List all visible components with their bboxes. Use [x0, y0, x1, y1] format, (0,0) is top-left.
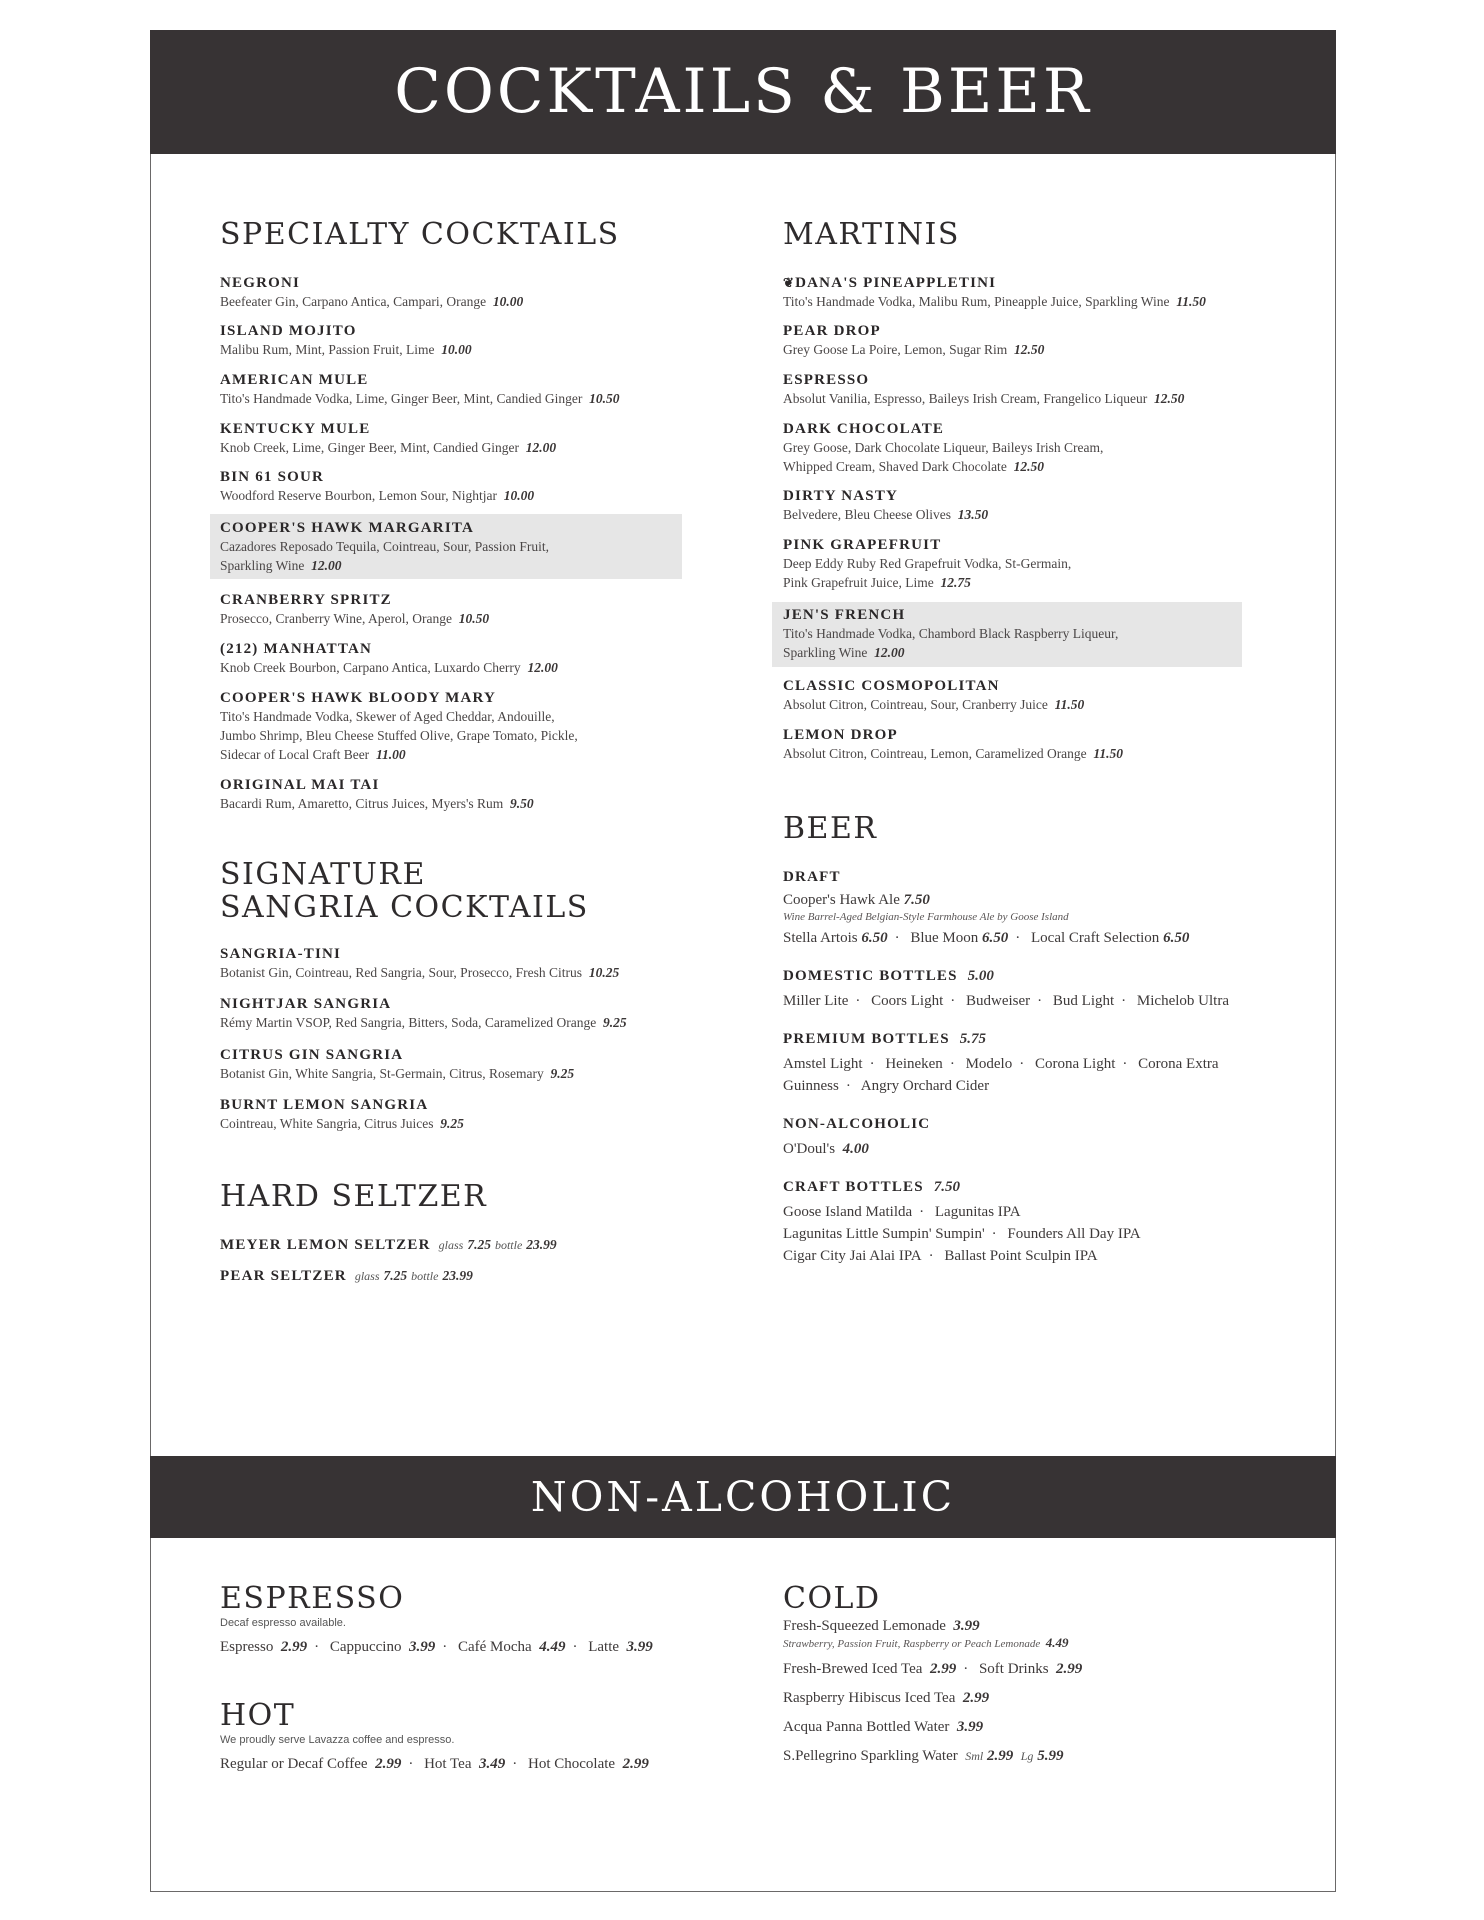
- item-desc: Belvedere, Bleu Cheese Olives 13.50: [783, 507, 989, 522]
- premium-items-2: Guinness · Angry Orchard Cider: [783, 1078, 990, 1094]
- bottle-price: 23.99: [442, 1268, 473, 1283]
- espresso-section: [220, 1582, 690, 1658]
- item-name: NIGHTJAR SANGRIA: [220, 996, 392, 1012]
- item-name: CITRUS GIN SANGRIA: [220, 1047, 404, 1063]
- item-name: (212) MANHATTAN: [220, 641, 373, 657]
- item-price: 5.75: [959, 1031, 986, 1047]
- menu-item: [783, 371, 1253, 420]
- craft-label: CRAFT BOTTLES 7.50: [783, 1179, 960, 1195]
- craft-items-2: Lagunitas Little Sumpin' Sumpin' · Founders All Day IPA: [783, 1226, 1141, 1242]
- item-price: 12.50: [1013, 459, 1044, 474]
- cold-section: [783, 1582, 1253, 1767]
- section-title-espresso: ESPRESSO: [220, 1581, 405, 1616]
- hot-items: Regular or Decaf Coffee 2.99 · Hot Tea 3.49 · Hot Chocolate 2.99: [220, 1756, 649, 1772]
- menu-item: [783, 420, 1253, 487]
- item-price: 7.50: [903, 892, 930, 908]
- item-name: NEGRONI: [220, 275, 301, 291]
- item-price: 10.25: [588, 965, 620, 980]
- item-desc: Knob Creek Bourbon, Carpano Antica, Luxardo Cherry 12.00: [220, 660, 558, 675]
- menu-item: [783, 726, 1253, 763]
- item-price: 11.50: [1054, 697, 1085, 712]
- draft-label: DRAFT: [783, 869, 841, 885]
- item-price: 12.00: [527, 660, 558, 675]
- item-price: 10.00: [503, 488, 535, 503]
- item-name: ISLAND MOJITO: [220, 323, 357, 339]
- sangria-list: [220, 945, 690, 1133]
- bottle-label: bottle: [494, 1238, 523, 1252]
- item-name: JEN'S FRENCH: [783, 607, 906, 623]
- specialty-list: [220, 274, 690, 813]
- menu-item: [220, 519, 690, 591]
- item-price: 10.00: [492, 294, 524, 309]
- item-desc: Tito's Handmade Vodka, Skewer of Aged Cheddar, Andouille,: [220, 709, 555, 724]
- item-desc: Whipped Cream, Shaved Dark Chocolate 12.50: [783, 459, 1044, 474]
- item-price: 12.00: [311, 558, 342, 573]
- item-name: COOPER'S HAWK BLOODY MARY: [220, 690, 497, 706]
- section-title-martinis: MARTINIS: [783, 217, 960, 252]
- section-title-hot: HOT: [220, 1698, 296, 1733]
- item-price: 9.25: [602, 1015, 627, 1030]
- beer-section: [783, 812, 1253, 846]
- item-desc: Knob Creek, Lime, Ginger Beer, Mint, Candied Ginger 12.00: [220, 440, 557, 455]
- espresso-items: Espresso 2.99 · Cappuccino 3.99 · Café Mocha 4.49 · Latte 3.99: [220, 1639, 653, 1655]
- item-price: 4.00: [842, 1141, 869, 1157]
- item-name: CRANBERRY SPRITZ: [220, 592, 392, 608]
- item-desc: Rémy Martin VSOP, Red Sangria, Bitters, Soda, Caramelized Orange 9.25: [220, 1015, 627, 1030]
- glass-label: glass: [354, 1269, 380, 1283]
- item-desc: Bacardi Rum, Amaretto, Citrus Juices, Myers's Rum 9.50: [220, 796, 534, 811]
- menu-item: [220, 945, 690, 995]
- item-desc: Prosecco, Cranberry Wine, Aperol, Orange 10.50: [220, 611, 490, 626]
- section-title-sangria-1: SIGNATURE: [220, 857, 426, 892]
- premium-label: PREMIUM BOTTLES 5.75: [783, 1031, 986, 1047]
- item-name: DARK CHOCOLATE: [783, 421, 945, 437]
- martinis-list: [783, 274, 1253, 763]
- sangria-section: [220, 858, 690, 924]
- item-price: 7.50: [933, 1179, 960, 1195]
- item-desc: Absolut Vanilia, Espresso, Baileys Irish Cream, Frangelico Liqueur 12.50: [783, 391, 1185, 406]
- item-price: 5.00: [967, 968, 994, 984]
- item-desc: Jumbo Shrimp, Bleu Cheese Stuffed Olive, Grape Tomato, Pickle,: [220, 728, 578, 743]
- item-desc: Sparkling Wine 12.00: [783, 645, 905, 660]
- craft-items-3: Cigar City Jai Alai IPA · Ballast Point Sculpin IPA: [783, 1248, 1098, 1264]
- hot-note: We proudly serve Lavazza coffee and espresso.: [220, 1734, 455, 1746]
- item-desc: Cazadores Reposado Tequila, Cointreau, Sour, Passion Fruit,: [220, 539, 549, 554]
- item-desc: Malibu Rum, Mint, Passion Fruit, Lime 10.00: [220, 342, 472, 357]
- item-price: 12.50: [1013, 342, 1045, 357]
- item-price: 10.50: [458, 611, 490, 626]
- item-name: LEMON DROP: [783, 727, 898, 743]
- item-name: BIN 61 SOUR: [220, 469, 325, 485]
- item-desc: Botanist Gin, White Sangria, St-Germain, Citrus, Rosemary 9.25: [220, 1066, 575, 1081]
- item-name: ESPRESSO: [783, 372, 870, 388]
- menu-item: [783, 487, 1253, 536]
- menu-item: [220, 322, 690, 371]
- beer-list: [783, 868, 1253, 1267]
- premium-items: Amstel Light · Heineken · Modelo · Corona Light · Corona Extra: [783, 1056, 1219, 1072]
- glass-label: glass: [438, 1238, 464, 1252]
- nonalcoholic-banner: [150, 1456, 1336, 1538]
- specialty-section: [220, 218, 690, 252]
- item-desc: Deep Eddy Ruby Red Grapefruit Vodka, St-Germain,: [783, 556, 1072, 571]
- item-desc: Woodford Reserve Bourbon, Lemon Sour, Nightjar 10.00: [220, 488, 535, 503]
- menu-item: [220, 1267, 690, 1285]
- item-price: 12.75: [940, 575, 971, 590]
- item-desc: Grey Goose La Poire, Lemon, Sugar Rim 12.50: [783, 342, 1045, 357]
- item-desc: Absolut Citron, Cointreau, Sour, Cranberry Juice 11.50: [783, 697, 1085, 712]
- section-title-seltzer: HARD SELTZER: [220, 1179, 488, 1214]
- menu-item: [783, 606, 1253, 677]
- section-title-specialty: SPECIALTY COCKTAILS: [220, 217, 620, 252]
- draft-others: Stella Artois 6.50 · Blue Moon 6.50 · Local Craft Selection 6.50: [783, 930, 1190, 946]
- menu-item: [220, 1096, 690, 1133]
- menu-item: [220, 274, 690, 322]
- draft-ale-note: Wine Barrel-Aged Belgian-Style Farmhouse Ale by Goose Island: [783, 911, 1069, 923]
- item-price: 9.25: [440, 1116, 464, 1131]
- menu-item: [220, 591, 690, 640]
- item-desc: Cointreau, White Sangria, Citrus Juices 9.25: [220, 1116, 464, 1131]
- item-desc: Botanist Gin, Cointreau, Red Sangria, Sour, Prosecco, Fresh Citrus 10.25: [220, 965, 620, 980]
- glass-price: 7.25: [383, 1268, 408, 1283]
- menu-item: [220, 1046, 690, 1096]
- menu-item: [220, 468, 690, 519]
- nonalc-item: O'Doul's 4.00: [783, 1141, 869, 1157]
- domestic-items: Miller Lite · Coors Light · Budweiser · Bud Light · Michelob Ultra: [783, 993, 1229, 1009]
- cold-pellegrino: S.Pellegrino Sparkling Water Sml 2.99 Lg 5.99: [783, 1748, 1064, 1764]
- menu-item: [220, 689, 690, 776]
- hot-section: [220, 1699, 690, 1775]
- menu-item: [220, 420, 690, 468]
- item-price: 11.00: [375, 747, 406, 762]
- item-name: PEAR SELTZER: [220, 1268, 347, 1284]
- item-name: ORIGINAL MAI TAI: [220, 777, 380, 793]
- item-desc: Tito's Handmade Vodka, Chambord Black Raspberry Liqueur,: [783, 626, 1119, 641]
- item-name: BURNT LEMON SANGRIA: [220, 1097, 429, 1113]
- item-price: 9.50: [510, 796, 534, 811]
- item-name: CLASSIC COSMOPOLITAN: [783, 678, 1000, 694]
- section-title-cold: COLD: [783, 1581, 881, 1616]
- menu-item: [220, 1236, 690, 1267]
- item-price: 10.00: [441, 342, 472, 357]
- item-price: 12.50: [1153, 391, 1185, 406]
- section-title-sangria-2: SANGRIA COCKTAILS: [220, 890, 589, 925]
- header-banner: [150, 30, 1336, 154]
- menu-item: [220, 776, 690, 813]
- item-name: DANA'S PINEAPPLETINI: [795, 275, 997, 291]
- page-title: COCKTAILS & BEER: [394, 56, 1092, 127]
- seltzer-section: [220, 1180, 690, 1214]
- item-desc: Sidecar of Local Craft Beer 11.00: [220, 747, 406, 762]
- item-name: KENTUCKY MULE: [220, 421, 371, 437]
- item-desc: Sparkling Wine 12.00: [220, 558, 342, 573]
- cold-tea-soft: Fresh-Brewed Iced Tea 2.99 · Soft Drinks 2.99: [783, 1661, 1083, 1677]
- cold-lemonade-flavors: Strawberry, Passion Fruit, Raspberry or Peach Lemonade 4.49: [783, 1635, 1069, 1650]
- item-desc: Grey Goose, Dark Chocolate Liqueur, Baileys Irish Cream,: [783, 440, 1104, 455]
- martinis-section: [783, 218, 1253, 252]
- menu-item: [783, 536, 1253, 606]
- item-price: 12.00: [874, 645, 905, 660]
- item-price: 13.50: [957, 507, 989, 522]
- item-price: 10.50: [589, 391, 620, 406]
- item-name: PINK GRAPEFRUIT: [783, 537, 942, 553]
- item-price: 12.00: [525, 440, 557, 455]
- item-name: SANGRIA-TINI: [220, 946, 342, 962]
- craft-items: Goose Island Matilda · Lagunitas IPA: [783, 1204, 1021, 1220]
- item-desc: Beefeater Gin, Carpano Antica, Campari, Orange 10.00: [220, 294, 524, 309]
- menu-item: [220, 995, 690, 1046]
- draft-ale: Cooper's Hawk Ale 7.50: [783, 892, 930, 908]
- menu-item: [220, 640, 690, 689]
- menu-item: [783, 677, 1253, 726]
- menu-item: [783, 274, 1253, 322]
- item-desc: Tito's Handmade Vodka, Malibu Rum, Pineapple Juice, Sparkling Wine 11.50: [783, 294, 1206, 309]
- domestic-label: DOMESTIC BOTTLES 5.00: [783, 968, 994, 984]
- cold-panna: Acqua Panna Bottled Water 3.99: [783, 1719, 984, 1735]
- glass-price: 7.25: [467, 1237, 491, 1252]
- item-name: COOPER'S HAWK MARGARITA: [220, 520, 474, 536]
- cold-lemonade: Fresh-Squeezed Lemonade 3.99: [783, 1618, 980, 1634]
- bottle-price: 23.99: [526, 1237, 557, 1252]
- seltzer-list: [220, 1236, 690, 1285]
- item-price: 11.50: [1176, 294, 1206, 309]
- item-name: DIRTY NASTY: [783, 488, 899, 504]
- item-name: MEYER LEMON SELTZER: [220, 1237, 431, 1253]
- menu-item: [783, 322, 1253, 371]
- leaf-icon: ❦: [783, 275, 796, 290]
- bottle-label: bottle: [411, 1269, 439, 1283]
- item-price: 11.50: [1093, 746, 1124, 761]
- nonalc-label: NON-ALCOHOLIC: [783, 1116, 931, 1132]
- item-name: AMERICAN MULE: [220, 372, 369, 388]
- menu-item: [220, 371, 690, 420]
- espresso-note: Decaf espresso available.: [220, 1617, 346, 1629]
- item-desc: Tito's Handmade Vodka, Lime, Ginger Beer, Mint, Candied Ginger 10.50: [220, 391, 620, 406]
- nonalcoholic-title: NON-ALCOHOLIC: [530, 1473, 956, 1521]
- item-price: 9.25: [550, 1066, 575, 1081]
- cold-hibiscus: Raspberry Hibiscus Iced Tea 2.99: [783, 1690, 990, 1706]
- item-desc: Absolut Citron, Cointreau, Lemon, Caramelized Orange 11.50: [783, 746, 1124, 761]
- section-title-beer: BEER: [783, 811, 878, 846]
- item-desc: Pink Grapefruit Juice, Lime 12.75: [783, 575, 971, 590]
- item-name: PEAR DROP: [783, 323, 881, 339]
